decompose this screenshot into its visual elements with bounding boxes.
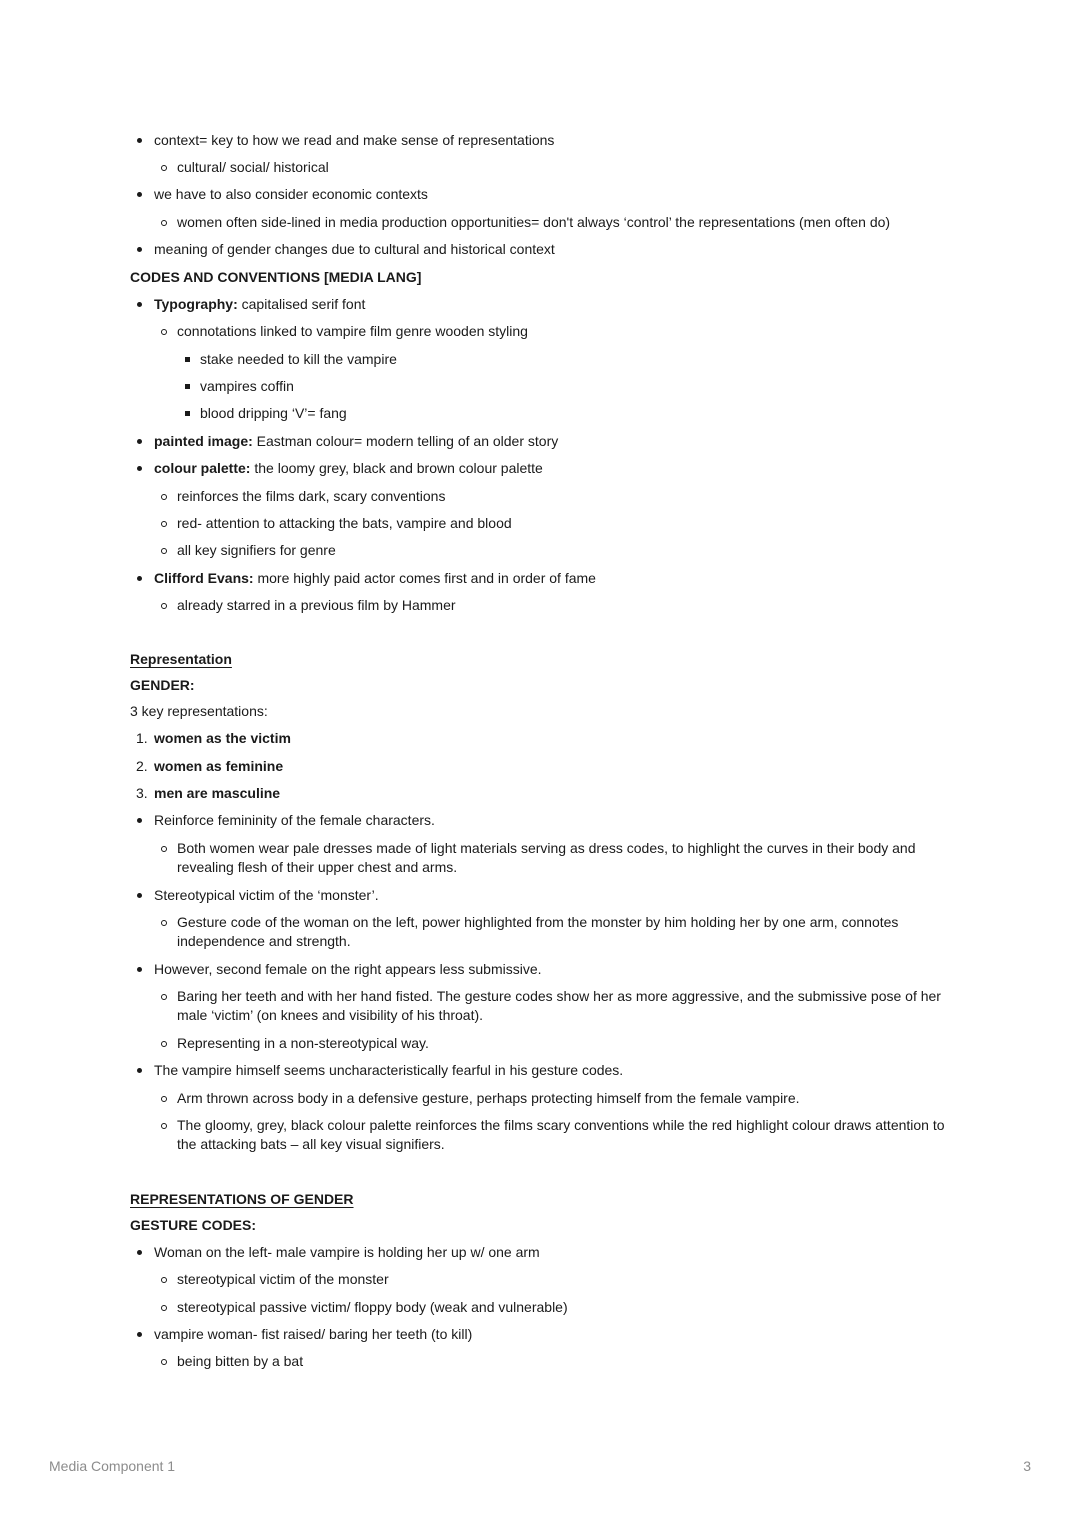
palette-sub: all key signifiers for genre	[177, 542, 336, 558]
palette-label: colour palette:	[154, 460, 251, 476]
representation-sub: Gesture code of the woman on the left, power highlighted from the monster by him holding her by one arm, connotes independence and strength.	[177, 913, 967, 951]
clifford-text: more highly paid actor comes first and in order of fame	[253, 570, 596, 586]
painted-label: painted image:	[154, 433, 253, 449]
gesture-sub: stereotypical victim of the monster	[177, 1271, 389, 1287]
gesture-bullet: vampire woman- fist raised/ baring her teeth (to kill)	[154, 1326, 473, 1342]
page-number: 3	[1023, 1458, 1031, 1474]
palette-item	[154, 459, 543, 478]
representation-sub: Both women wear pale dresses made of light materials serving as dress codes, to highlight the curves in their body and revealing flesh of their upper chest and arms.	[177, 839, 967, 877]
gesture-sub: stereotypical passive victim/ floppy body (weak and vulnerable)	[177, 1299, 568, 1315]
representation-sub: Baring her teeth and with her hand fisted. The gesture codes show her as more aggressive, and the submissive pose of her male ‘victim’ (on knees and visibility of his throat).	[177, 987, 967, 1025]
representation-intro: 3 key representations:	[130, 703, 268, 719]
typography-item	[154, 295, 365, 314]
representation-sub: Representing in a non-stereotypical way.	[177, 1035, 429, 1051]
painted-item	[154, 432, 558, 451]
typography-label: Typography:	[154, 296, 238, 312]
representation-bullet: Reinforce femininity of the female characters.	[154, 812, 435, 828]
representation-heading: Representation	[130, 651, 232, 667]
palette-sub: red- attention to attacking the bats, vampire and blood	[177, 515, 512, 531]
clifford-item	[154, 569, 596, 588]
typography-detail: vampires coffin	[200, 378, 294, 394]
representation-bullet: However, second female on the right appears less submissive.	[154, 961, 542, 977]
painted-text: Eastman colour= modern telling of an older story	[252, 433, 559, 449]
footer-title: Media Component 1	[49, 1458, 176, 1474]
representation-sub: Arm thrown across body in a defensive gesture, perhaps protecting himself from the female vampire.	[177, 1090, 800, 1106]
typography-detail: stake needed to kill the vampire	[200, 351, 397, 367]
representation-bullet: The vampire himself seems uncharacteristically fearful in his gesture codes.	[154, 1062, 624, 1078]
clifford-sub: already starred in a previous film by Hammer	[177, 597, 456, 613]
numbered-text: men are masculine	[154, 785, 281, 801]
typography-text: capitalised serif font	[237, 296, 366, 312]
numbered-item: 2. women as feminine	[136, 758, 284, 774]
gesture-codes-label: GESTURE CODES:	[130, 1217, 257, 1233]
context-bullet-3: meaning of gender changes due to cultural and historical context	[154, 241, 555, 257]
typography-sub: connotations linked to vampire film genre wooden styling	[177, 323, 528, 339]
representation-sub: The gloomy, grey, black colour palette reinforces the films scary conventions while the red highlight colour draws attention to the attacking bats – all key visual signifiers.	[177, 1116, 957, 1154]
context-sub-2: women often side-lined in media production opportunities= don't always ‘control’ the representations (men often do)	[177, 214, 891, 230]
numbered-text: women as feminine	[154, 758, 284, 774]
palette-sub: reinforces the films dark, scary conventions	[177, 488, 446, 504]
gender-label: GENDER:	[130, 677, 195, 693]
representation-bullet: Stereotypical victim of the ‘monster’.	[154, 887, 379, 903]
clifford-label: Clifford Evans:	[154, 570, 254, 586]
codes-heading: CODES AND CONVENTIONS [MEDIA LANG]	[130, 269, 422, 285]
context-sub-1: cultural/ social/ historical	[177, 159, 329, 175]
typography-detail: blood dripping ‘V’= fang	[200, 405, 347, 421]
gesture-sub: being bitten by a bat	[177, 1353, 304, 1369]
numbered-item: 1. women as the victim	[136, 730, 291, 746]
gender-section-heading: REPRESENTATIONS OF GENDER	[130, 1191, 354, 1207]
numbered-item: 3. men are masculine	[136, 785, 281, 801]
numbered-text: women as the victim	[154, 730, 291, 746]
context-bullet-2: we have to also consider economic contexts	[154, 186, 428, 202]
palette-text: the loomy grey, black and brown colour palette	[250, 460, 543, 476]
gesture-bullet: Woman on the left- male vampire is holding her up w/ one arm	[154, 1244, 540, 1260]
context-bullet-1: context= key to how we read and make sense of representations	[154, 132, 555, 148]
